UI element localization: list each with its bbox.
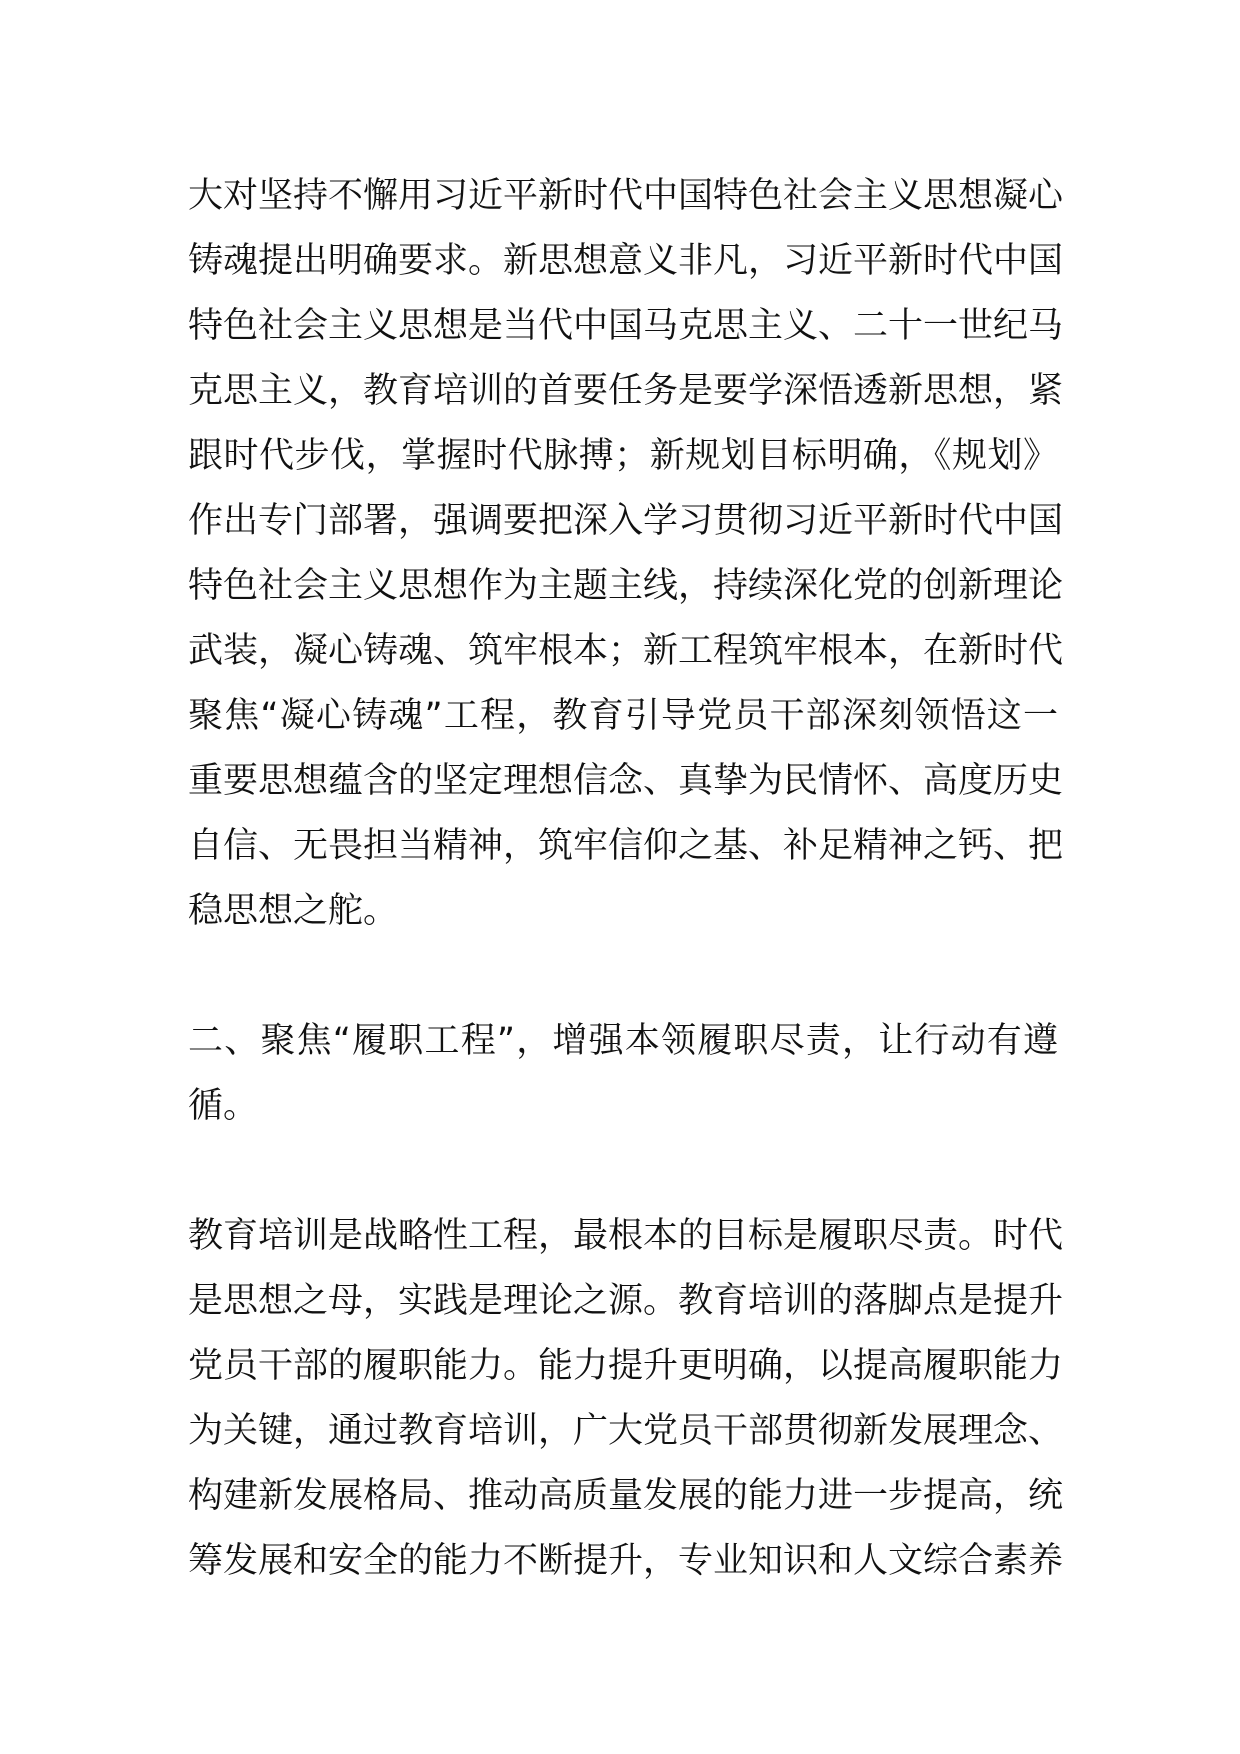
- text-line: 筹发展和安全的能力不断提升，专业知识和人文综合素养: [188, 1541, 1064, 1581]
- text-line: 构建新发展格局、推动高质量发展的能力进一步提高，统: [188, 1476, 1064, 1516]
- text-line: 克思主义，教育培训的首要任务是要学深悟透新思想，紧: [188, 371, 1064, 411]
- text-line: 重要思想蕴含的坚定理想信念、真挚为民情怀、高度历史: [188, 761, 1064, 801]
- text-line: 是思想之母，实践是理论之源。教育培训的落脚点是提升: [188, 1281, 1064, 1321]
- text-line: 作出专门部署，强调要把深入学习贯彻习近平新时代中国: [188, 501, 1064, 541]
- text-line: 党员干部的履职能力。能力提升更明确，以提高履职能力: [188, 1346, 1064, 1386]
- text-line: 武装，凝心铸魂、筑牢根本；新工程筑牢根本，在新时代: [188, 631, 1064, 671]
- text-line: 大对坚持不懈用习近平新时代中国特色社会主义思想凝心: [188, 176, 1064, 216]
- text-line: 特色社会主义思想作为主题主线，持续深化党的创新理论: [188, 566, 1064, 606]
- paragraph-training: [188, 1204, 1064, 1594]
- section-heading-duty-project: [188, 1009, 1058, 1139]
- text-line: 稳思想之舵。: [188, 891, 399, 931]
- text-line: 为关键，通过教育培训，广大党员干部贯彻新发展理念、: [188, 1411, 1064, 1451]
- paragraph-ideology: [188, 164, 1064, 944]
- text-line: 特色社会主义思想是当代中国马克思主义、二十一世纪马: [188, 306, 1064, 346]
- text-line: 铸魂提出明确要求。新思想意义非凡，习近平新时代中国: [188, 241, 1064, 281]
- heading-line: 二、聚焦“履职工程”，增强本领履职尽责，让行动有遵: [188, 1021, 1058, 1061]
- document-body: [188, 164, 1064, 1594]
- text-line: 聚焦“凝心铸魂”工程，教育引导党员干部深刻领悟这一: [188, 696, 1058, 736]
- text-line: 自信、无畏担当精神，筑牢信仰之基、补足精神之钙、把: [188, 826, 1064, 866]
- text-line: 教育培训是战略性工程，最根本的目标是履职尽责。时代: [188, 1216, 1064, 1256]
- paragraph-spacer: [188, 1139, 1058, 1204]
- heading-line: 循。: [188, 1086, 259, 1126]
- text-line: 跟时代步伐，掌握时代脉搏；新规划目标明确，《规划》: [188, 436, 1058, 476]
- paragraph-spacer: [188, 944, 1058, 1009]
